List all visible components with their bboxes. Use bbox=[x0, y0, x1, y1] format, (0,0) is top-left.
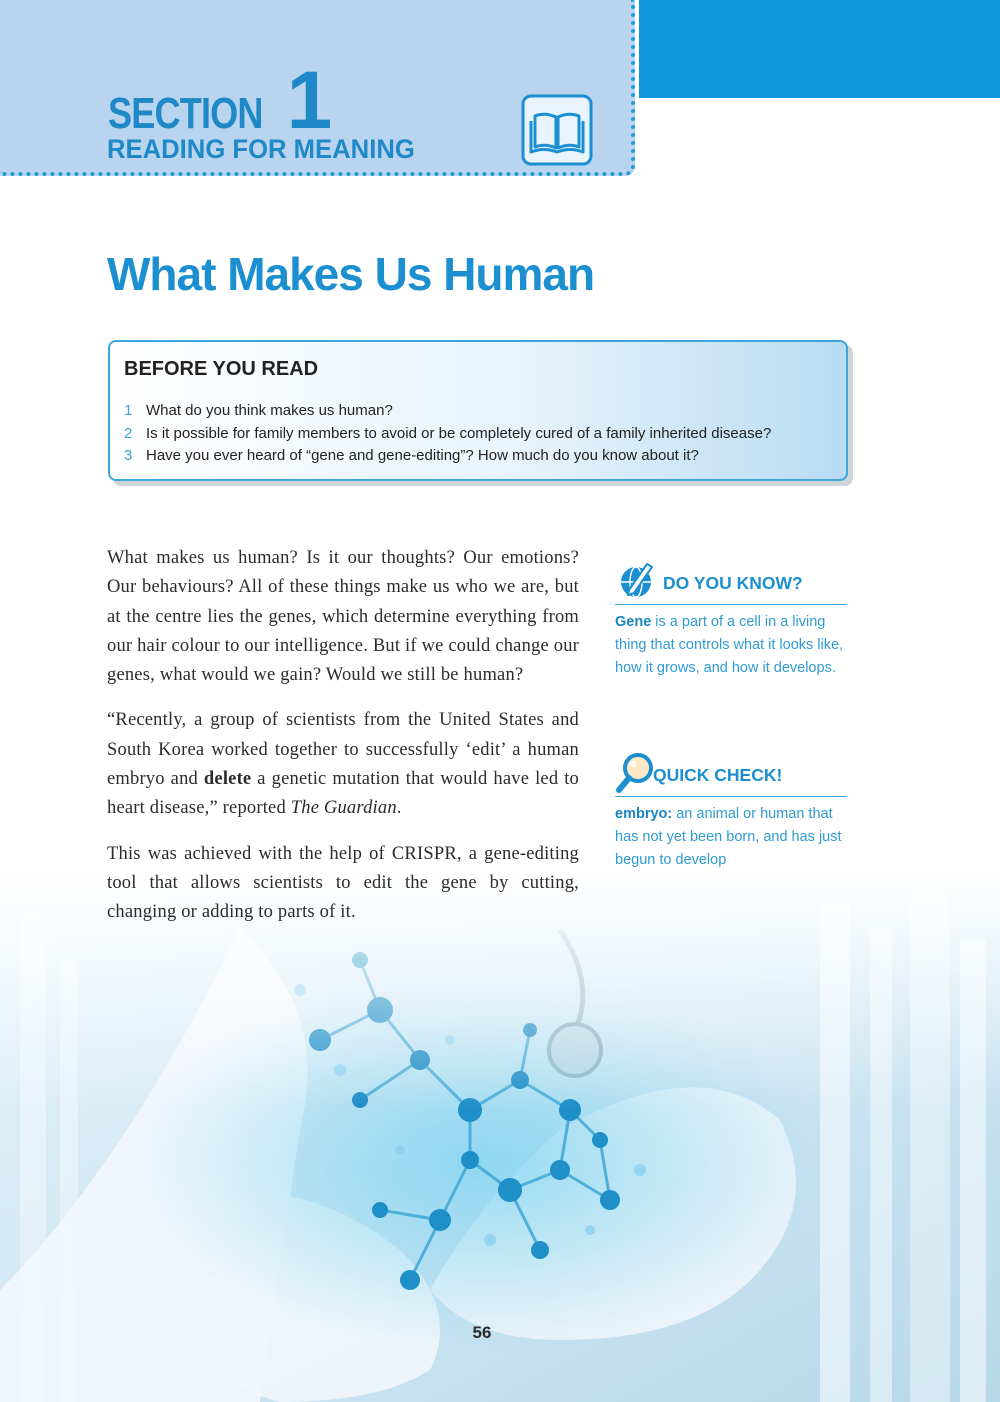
quick-check-box bbox=[615, 752, 847, 872]
did-you-know-header bbox=[615, 560, 847, 605]
book-icon bbox=[521, 94, 593, 166]
section-heading bbox=[108, 55, 333, 147]
question-number: 2 bbox=[124, 424, 133, 442]
question-item bbox=[124, 423, 771, 446]
bold-keyword: delete bbox=[203, 769, 252, 790]
article-paragraph bbox=[107, 706, 579, 823]
question-number: 3 bbox=[124, 447, 133, 464]
header-accent-block bbox=[639, 0, 1000, 98]
question-list bbox=[124, 400, 771, 468]
glossary-term: embryo: bbox=[615, 806, 673, 822]
did-you-know-title: DO YOU KNOW? bbox=[663, 573, 803, 593]
glossary-term: Gene bbox=[615, 614, 652, 630]
question-item bbox=[124, 400, 771, 423]
section-word: SECTION bbox=[108, 89, 263, 138]
article-paragraph: This was achieved with the help of CRISPR, a gene-editing tool that allows scientists to edit the gene by cutting, changing or adding to parts of it. bbox=[107, 843, 579, 923]
quick-check-text bbox=[615, 803, 847, 872]
did-you-know-box bbox=[615, 560, 847, 680]
pencil-globe-icon bbox=[617, 558, 659, 600]
question-text: Is it possible for family members to avoid or be completely cured of a family inherited disease? bbox=[146, 424, 772, 442]
paragraph-text: “Recently, a group of scientists from the United States and South Korea worked together to successfully ‘edit’ a human embryo and bbox=[107, 710, 579, 790]
glossary-definition: an animal or human that has not yet been born, and has just begun to develop bbox=[615, 806, 842, 868]
quick-check-header bbox=[615, 752, 847, 797]
paragraph-text: . bbox=[396, 798, 402, 819]
article-paragraph: What makes us human? Is it our thoughts? Our emotions? Our behaviours? All of these things make us who we are, but at the centre lies the genes, which determine everything from our hair colour to our intelligence. But if we could change our genes, what would we gain? Would we still be human? bbox=[107, 548, 579, 686]
question-text: Have you ever heard of “gene and gene-editing”? How much do you know about it? bbox=[146, 447, 699, 464]
page-title: What Makes Us Human bbox=[107, 248, 595, 300]
question-number: 1 bbox=[124, 402, 133, 419]
section-number: 1 bbox=[286, 55, 333, 147]
did-you-know-text bbox=[615, 611, 847, 680]
glossary-definition: is a part of a cell in a living thing that controls what it looks like, how it grows, and how it develops. bbox=[615, 614, 844, 676]
article-body bbox=[107, 544, 579, 944]
source-name: The Guardian bbox=[290, 798, 397, 819]
question-text: What do you think makes us human? bbox=[146, 402, 393, 419]
question-item bbox=[124, 445, 771, 468]
paragraph-text: a genetic mutation that would have led to heart disease,” reported bbox=[107, 769, 579, 819]
magnifier-icon bbox=[615, 752, 657, 794]
before-you-read-heading: BEFORE YOU READ bbox=[124, 358, 319, 380]
quick-check-title: QUICK CHECK! bbox=[653, 765, 783, 785]
page-number: 56 bbox=[472, 1323, 492, 1342]
before-you-read-box bbox=[108, 340, 848, 481]
section-subtitle: READING FOR MEANING bbox=[107, 134, 415, 164]
